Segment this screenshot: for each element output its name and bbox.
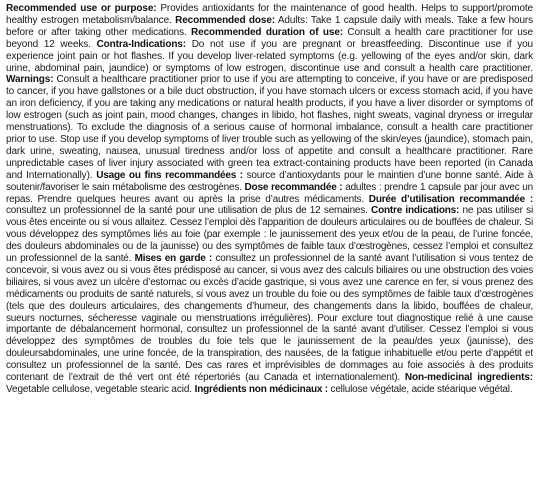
fr-dose-heading: Dose recommandée : [244, 181, 343, 193]
fr-use-heading: Usage ou fins recommandées : [96, 169, 243, 181]
en-duration-text: Consult a health care practitioner for use beyond 12 weeks. [6, 26, 533, 50]
fr-ingredients-text: cellulose végétale, acide stéarique végétal. [327, 384, 513, 395]
en-duration-heading: Recommended duration of use: [191, 26, 343, 38]
en-warnings-text: Consult a healthcare practitioner prior to use if you are attempting to conceive, if you have or are predisposed to cancer, if you have gallstones or a bile duct obstruction, if you have stomach ulcers or excess stomach acid, if you have an iron deficiency, if you are taking any medications or natural health products, if you have a liver disorder or symptoms of low estrogen (such as joint pain, mood changes, changes in libido, hot flashes, night sweats, vaginal dryness or irregular menstruations). To exclude the diagnosis of a serious cause of hormonal imbalance, consult a health care practitioner prior to use. Stop use if you develop symptoms of liver trouble such as yellowing of the skin/eyes (jaundice), stomach pain, dark urine, sweating, nausea, unusual tiredness and/or loss of appetite and consult a healthcare practitioner. Rare unpredictable cases of liver injury associated with green tea extract-containing products have been reported (in Canada and Internationally). [6, 74, 533, 181]
en-ingredients-text: Vegetable cellulose, vegetable stearic acid. [6, 384, 195, 395]
fr-ingredients-heading: Ingrédients non médicinaux : [194, 384, 328, 395]
en-contra-heading: Contra-Indications: [96, 38, 186, 50]
en-use-heading: Recommended use or purpose: [6, 3, 157, 14]
fr-contra-heading: Contre indications: [371, 205, 460, 217]
fr-warnings-heading: Mises en garde : [134, 253, 213, 265]
en-use-text: Provides antioxidants for the maintenance of good health. Helps to support/promote healthy estrogen metabolism/balance. [6, 3, 533, 26]
en-ingredients-heading: Non-medicinal ingredients: [404, 372, 533, 384]
fr-use-text: source d’antioxydants pour le maintien d’une bonne santé. Aide à soutenir/favoriser le sain métabolisme des œstrogènes. [6, 169, 533, 193]
fr-duration-heading: Durée d’utilisation recommandée : [368, 193, 533, 205]
fr-duration-text: consultez un professionnel de la santé pour une utilisation de plus de 12 semaines. [6, 205, 372, 217]
en-warnings-heading: Warnings: [6, 74, 54, 86]
en-dose-heading: Recommended dose: [175, 14, 275, 26]
en-contra-text: Do not use if you are pregnant or breastfeeding. Discontinue use if you experience joint pain or hot flashes. If you develop liver-related symptoms (e.g. yellowing of the eyes and/or skin, dark urine, abdominal pain, jaundice) or symptoms of low estrogen, discontinue use and consult a health care practitioner. [6, 38, 534, 74]
fr-contra-text: ne pas utiliser si vous êtes enceinte ou si vous allaitez. Cessez l’emploi dès l’apparition de douleurs articulaires ou de bouffées de chaleur. Si vous développez des symptômes liés au foie (par exemple : le jaunissement des yeux et/ou de la peau, de l’urine foncée, des douleurs abdominales ou de la jaunisse) ou des symptômes de faible taux d’œstrogènes, cessez l’emploi et consultez un professionnel de la santé. [6, 205, 533, 265]
label-paragraph [6, 3, 533, 396]
fr-dose-text: adultes : prendre 1 capsule par jour avec un repas. Prendre quelques heures avant ou après la prise d’autres médicaments. [6, 181, 533, 205]
fr-warnings-text: consultez un professionnel de la santé avant l’utilisation si vous tentez de concevoir, si vous avez ou si vous êtes prédisposé au cancer, si vous avez des calculs biliaires ou une obstruction des voies biliaires, si vous avez un ulcère d’estomac ou excès d’acide gastrique, si vous avez une carence en fer, si vous prenez des médicaments ou produits de santé naturels, si vous avez un trouble du foie ou des symptômes de faible taux d’œstrogènes (tels que des douleurs articulaires, des changements d’humeur, des changements dans la libido, bouffées de chaleur, sueurs nocturnes, sécheresse vaginale ou menstruations irrégulières). Pour exclure tout diagnostique relié à une cause importante de débalancement hormonal, consultez un professionnel de la santé avant d’utiliser. Cessez l’emploi si vous développez des symptômes de troubles du foie tels que le jaunissement de la peau/des yeux (jaunisse), des douleursabdominales, une urine foncée, de la transpiration, des nausées, de la fatigue inhabituelle et/ou perte d’appétit et consultez un professionnel de la santé. Des cas rares et imprévisibles de dommages au foie associés à des produits contenant de l’extrait de thé vert ont été répertoriés (au Canada et internationalement). [6, 253, 533, 384]
en-dose-text: Adults: Take 1 capsule daily with meals. Take a few hours before or after taking other medications. [6, 14, 533, 38]
